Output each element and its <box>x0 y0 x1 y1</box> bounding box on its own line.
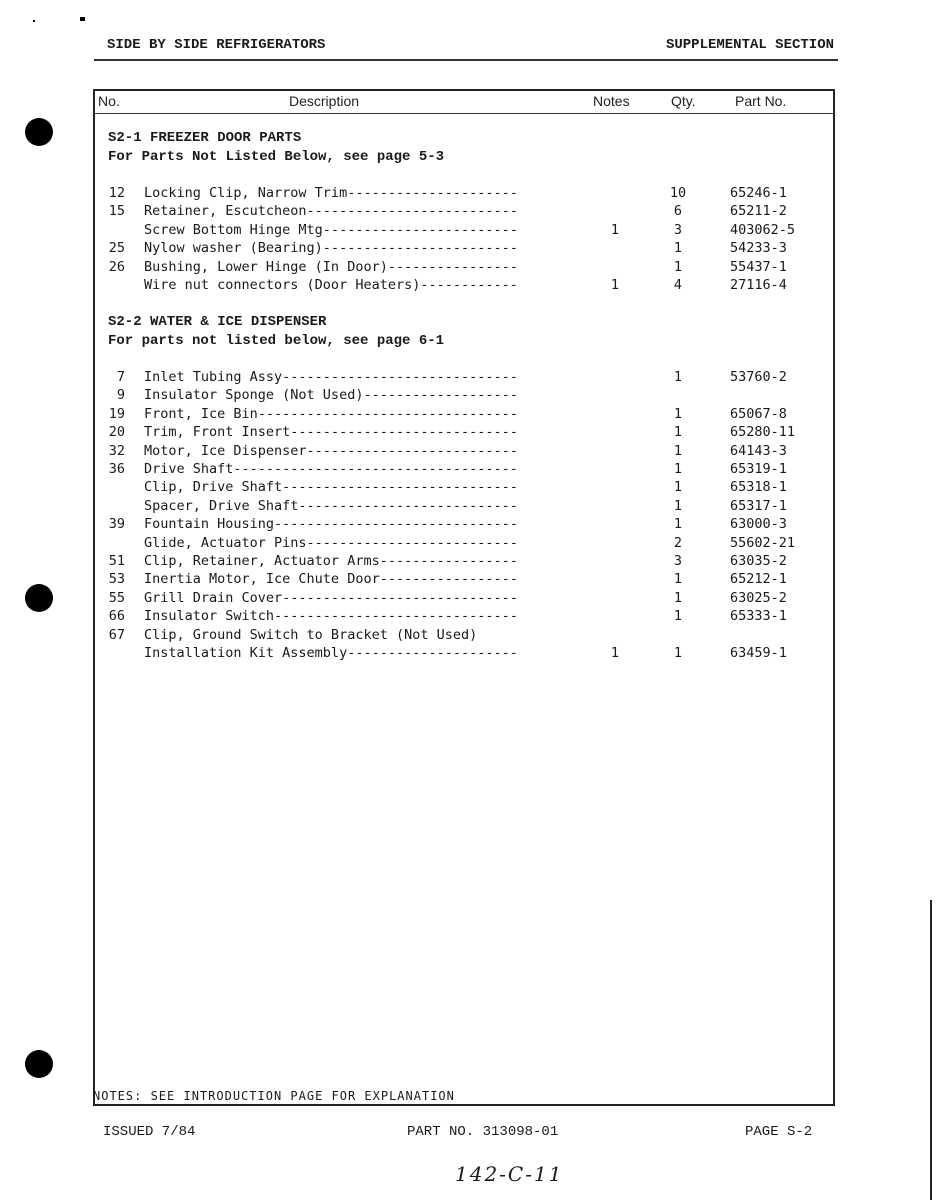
item-part-number: 65333-1 <box>730 608 787 625</box>
item-notes: 1 <box>610 277 620 293</box>
table-row <box>95 552 835 570</box>
column-header-description: Description <box>289 93 360 109</box>
item-qty: 1 <box>673 608 683 625</box>
table-row <box>95 368 835 386</box>
item-part-number: 65318-1 <box>730 479 787 496</box>
item-part-number: 63035-2 <box>730 553 787 569</box>
item-qty: 2 <box>673 534 683 551</box>
item-number: 20 <box>108 424 125 441</box>
item-number: 51 <box>108 553 125 569</box>
scan-speck <box>80 17 85 21</box>
item-part-number: 65246-1 <box>730 185 787 201</box>
item-description: Front, Ice Bin-------------------------------- <box>144 405 518 422</box>
table-row <box>95 442 835 460</box>
table-row <box>95 423 835 441</box>
item-qty: 1 <box>673 258 683 275</box>
item-number: 12 <box>108 185 125 201</box>
table-row <box>95 202 835 220</box>
item-description: Inertia Motor, Ice Chute Door----------------- <box>144 571 518 588</box>
item-description: Locking Clip, Narrow Trim--------------------- <box>144 185 518 201</box>
item-qty: 1 <box>673 571 683 588</box>
item-qty: 1 <box>673 497 683 514</box>
item-number: 32 <box>108 442 125 459</box>
table-row <box>95 570 835 588</box>
table-row <box>95 276 835 294</box>
item-notes: 1 <box>610 221 620 238</box>
item-part-number: 55437-1 <box>730 258 787 275</box>
item-qty: 1 <box>673 516 683 533</box>
item-number: 53 <box>108 571 125 588</box>
footer-page: PAGE S-2 <box>745 1124 813 1140</box>
column-header-part-no: Part No. <box>735 93 787 109</box>
page-edge-line <box>930 900 932 1200</box>
handwritten-annotation: 142-C-11 <box>455 1162 564 1186</box>
table-row <box>95 644 835 662</box>
item-part-number: 65280-11 <box>730 424 796 441</box>
punch-hole-middle <box>25 584 53 612</box>
item-qty: 1 <box>673 442 683 459</box>
item-part-number: 65211-2 <box>730 203 787 220</box>
item-part-number: 53760-2 <box>730 369 787 385</box>
item-part-number: 63025-2 <box>730 589 787 606</box>
item-qty: 10 <box>669 185 687 201</box>
footer-part-no: PART NO. 313098-01 <box>407 1124 559 1140</box>
item-description: Installation Kit Assembly--------------------- <box>144 645 518 661</box>
item-qty: 1 <box>673 240 683 257</box>
running-header-left: SIDE BY SIDE REFRIGERATORS <box>107 37 326 53</box>
section-subtitle: For Parts Not Listed Below, see page 5-3 <box>108 149 445 165</box>
item-description: Spacer, Drive Shaft--------------------------- <box>144 497 518 514</box>
item-description: Screw Bottom Hinge Mtg------------------------ <box>144 221 518 238</box>
item-number: 66 <box>108 608 125 625</box>
section-title: S2-2 WATER & ICE DISPENSER <box>108 314 327 330</box>
item-part-number: 55602-21 <box>730 534 796 551</box>
parts-table <box>93 89 835 1106</box>
item-number: 36 <box>108 461 125 477</box>
item-description: Clip, Retainer, Actuator Arms----------------- <box>144 553 518 569</box>
table-row <box>95 515 835 533</box>
section-title: S2-1 FREEZER DOOR PARTS <box>108 130 302 146</box>
punch-hole-top <box>25 118 53 146</box>
table-row <box>95 386 835 404</box>
item-qty: 1 <box>673 645 683 661</box>
item-part-number: 65317-1 <box>730 497 787 514</box>
item-qty: 1 <box>673 461 683 477</box>
column-header-notes: Notes <box>593 93 630 109</box>
item-number: 67 <box>108 626 125 643</box>
scan-speck <box>33 20 35 22</box>
punch-hole-bottom <box>25 1050 53 1078</box>
item-qty: 1 <box>673 479 683 496</box>
item-description: Bushing, Lower Hinge (In Door)---------------- <box>144 258 518 275</box>
table-row <box>95 258 835 276</box>
item-description: Wire nut connectors (Door Heaters)------------ <box>144 277 518 293</box>
table-row <box>95 607 835 625</box>
table-row <box>95 626 835 644</box>
item-part-number: 63459-1 <box>730 645 787 661</box>
table-row <box>95 239 835 257</box>
item-qty: 3 <box>673 553 683 569</box>
item-qty: 4 <box>673 277 683 293</box>
item-number: 25 <box>108 240 125 257</box>
item-number: 26 <box>108 258 125 275</box>
notes-line: NOTES: SEE INTRODUCTION PAGE FOR EXPLANATION <box>93 1089 455 1103</box>
item-description: Clip, Ground Switch to Bracket (Not Used) <box>144 626 478 643</box>
item-part-number: 63000-3 <box>730 516 787 533</box>
running-header-right: SUPPLEMENTAL SECTION <box>665 37 834 53</box>
item-description: Insulator Switch------------------------------ <box>144 608 518 625</box>
table-row <box>95 589 835 607</box>
item-part-number: 403062-5 <box>730 221 796 238</box>
item-description: Nylow washer (Bearing)------------------------ <box>144 240 518 257</box>
table-row <box>95 184 835 202</box>
item-description: Drive Shaft----------------------------------- <box>144 461 518 477</box>
item-number: 7 <box>116 369 125 385</box>
item-qty: 6 <box>673 203 683 220</box>
table-row <box>95 405 835 423</box>
item-description: Glide, Actuator Pins-------------------------- <box>144 534 518 551</box>
item-description: Insulator Sponge (Not Used)------------------- <box>144 387 518 404</box>
item-notes: 1 <box>610 645 620 661</box>
table-row <box>95 460 835 478</box>
item-number: 19 <box>108 405 125 422</box>
item-number: 55 <box>108 589 125 606</box>
item-description: Trim, Front Insert---------------------------- <box>144 424 518 441</box>
item-qty: 1 <box>673 369 683 385</box>
item-description: Fountain Housing------------------------------ <box>144 516 518 533</box>
item-part-number: 64143-3 <box>730 442 787 459</box>
item-part-number: 54233-3 <box>730 240 787 257</box>
section-subtitle: For parts not listed below, see page 6-1 <box>108 333 445 349</box>
item-part-number: 65067-8 <box>730 405 787 422</box>
item-number: 15 <box>108 203 125 220</box>
column-header-qty: Qty. <box>671 93 696 109</box>
item-number: 9 <box>116 387 125 404</box>
item-qty: 1 <box>673 589 683 606</box>
item-qty: 3 <box>673 221 683 238</box>
table-row <box>95 478 835 496</box>
column-header-rule <box>95 113 833 114</box>
item-description: Retainer, Escutcheon-------------------------- <box>144 203 518 220</box>
item-part-number: 65212-1 <box>730 571 787 588</box>
table-row <box>95 497 835 515</box>
item-part-number: 65319-1 <box>730 461 787 477</box>
footer-issued: ISSUED 7/84 <box>103 1124 196 1140</box>
item-qty: 1 <box>673 405 683 422</box>
item-number: 39 <box>108 516 125 533</box>
header-rule <box>94 59 838 61</box>
item-qty: 1 <box>673 424 683 441</box>
item-part-number: 27116-4 <box>730 277 787 293</box>
table-row <box>95 221 835 239</box>
item-description: Inlet Tubing Assy----------------------------- <box>144 369 518 385</box>
item-description: Motor, Ice Dispenser-------------------------- <box>144 442 518 459</box>
item-description: Grill Drain Cover----------------------------- <box>144 589 518 606</box>
item-description: Clip, Drive Shaft----------------------------- <box>144 479 518 496</box>
table-row <box>95 534 835 552</box>
column-header-no: No. <box>98 93 120 109</box>
